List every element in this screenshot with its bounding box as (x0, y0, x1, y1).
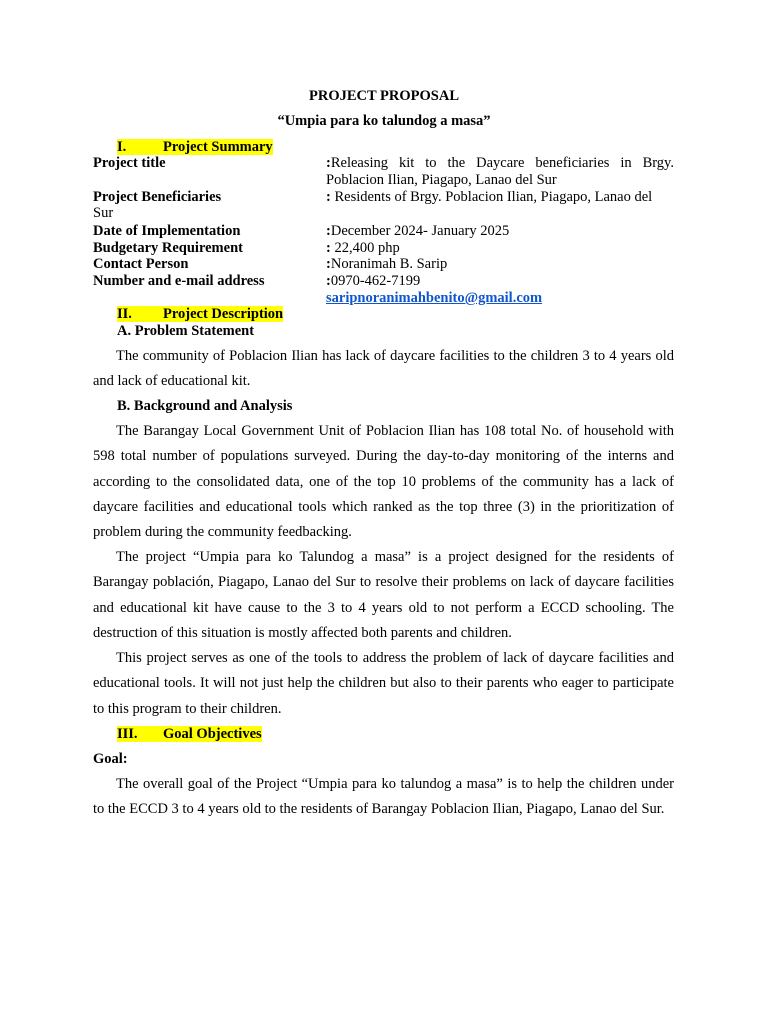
problem-statement-text: The community of Poblacion Ilian has lack of daycare facilities to the children 3 to 4 years old and lack of educational kit. (93, 348, 674, 390)
row-value-project-title: :Releasing kit to the Daycare beneficiaries in Brgy. Poblacion Ilian, Piagapo, Lanao del Sur (326, 155, 674, 188)
section-2-number: II. (117, 306, 132, 322)
row-value-beneficiaries: : Residents of Brgy. Poblacion Ilian, Piagapo, Lanao del (326, 189, 653, 205)
section-2-title: Project Description (163, 306, 284, 322)
row-value-contact: :Noranimah B. Sarip (326, 256, 448, 272)
row-label-project-title: Project title (93, 155, 166, 171)
section-1-title: Project Summary (163, 139, 273, 155)
section-2-heading (117, 306, 283, 323)
row-label-contact: Contact Person (93, 256, 189, 272)
problem-statement-heading: A. Problem Statement (117, 323, 255, 339)
row-value-date: :December 2024- January 2025 (326, 223, 510, 239)
document-subtitle: “Umpia para ko talundog a masa” (277, 113, 491, 129)
row-value-budget: : 22,400 php (326, 240, 400, 256)
section-1-number: I. (117, 139, 127, 155)
background-paragraph-2: The project “Umpia para ko Talundog a masa” is a project designed for the residents of Barangay población, Piagapo, Lanao del Sur to resolve their problems on lack of daycare facilities and educational kit have cause to the 3 to 4 years old to not perform a ECCD schooling. The destruction of this situation is mostly affected both parents and children. (93, 549, 674, 641)
section-3-title: Goal Objectives (163, 726, 262, 742)
section-3-number: III. (117, 726, 138, 742)
row-label-budget: Budgetary Requirement (93, 240, 243, 256)
background-paragraph-3: This project serves as one of the tools to address the problem of lack of daycare facilities and educational tools. It will not just help the children but also to their parents who eager to participate to this program to their children. (93, 650, 674, 717)
row-label-beneficiaries: Project Beneficiaries (93, 189, 222, 205)
background-analysis-heading: B. Background and Analysis (117, 398, 293, 414)
row-value-number: :0970-462-7199 (326, 273, 421, 289)
row-value-beneficiaries-wrap: Sur (93, 205, 114, 221)
goal-label: Goal: (93, 751, 128, 767)
background-paragraph-1: The Barangay Local Government Unit of Poblacion Ilian has 108 total No. of household with 598 total number of populations surveyed. During the day-to-day monitoring of the interns and according to the consolidated data, one of the top 10 problems of the community has a lack of daycare facilities and educational tools which ranked as the top three (3) in the prioritization of problem during the community feedbacking. (93, 423, 674, 541)
row-label-date: Date of Implementation (93, 223, 241, 239)
section-3-heading (117, 726, 262, 743)
document-title: PROJECT PROPOSAL (309, 88, 459, 104)
email-link[interactable]: saripnoranimahbenito@gmail.com (326, 290, 543, 306)
goal-text: The overall goal of the Project “Umpia para ko talundog a masa” is to help the children under to the ECCD 3 to 4 years old to the residents of Barangay Poblacion Ilian, Piagapo, Lanao del Sur. (93, 776, 674, 818)
section-1-heading (117, 139, 273, 156)
row-label-number-email: Number and e-mail address (93, 273, 265, 289)
